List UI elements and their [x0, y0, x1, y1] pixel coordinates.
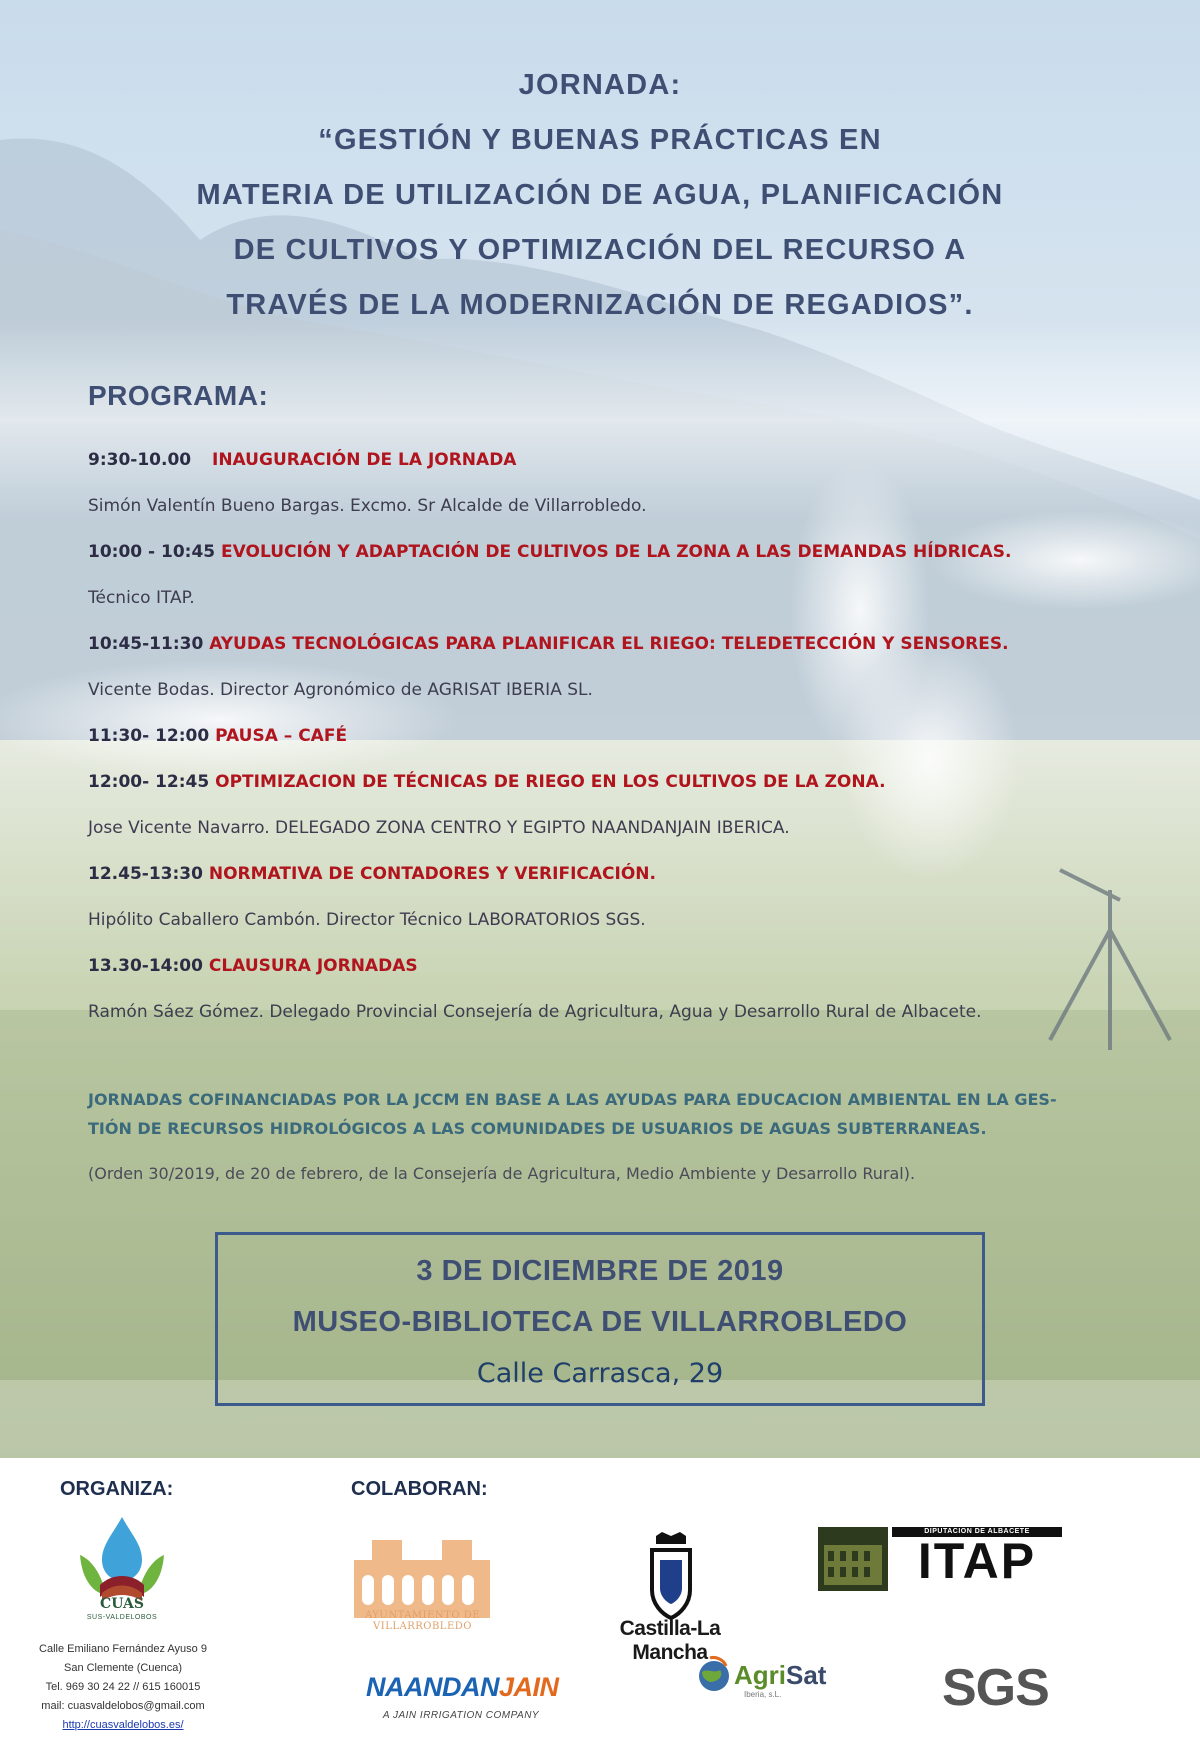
- session-time: 10:45-11:30: [88, 634, 204, 654]
- session-speaker: Técnico ITAP.: [88, 588, 195, 608]
- cofinancing-line: JORNADAS COFINANCIADAS POR LA JCCM EN BASE A LAS AYUDAS PARA EDUCACION AMBIENTAL EN LA GES-: [88, 1090, 1057, 1109]
- contact-line: San Clemente (Cuenca): [63, 1662, 182, 1674]
- program-session: [88, 631, 1138, 723]
- naandanjain-logo: [366, 1672, 559, 1703]
- session-time: 12:00- 12:45: [88, 772, 210, 792]
- villarrobledo-logo-text: AYUNTAMIENTO DE VILLARROBLEDO: [364, 1610, 481, 1632]
- program-heading: PROGRAMA:: [88, 380, 269, 411]
- order-reference: (Orden 30/2019, de 20 de febrero, de la Consejería de Agricultura, Medio Ambiente y Desarrollo Rural).: [88, 1164, 916, 1183]
- event-date: 3 DE DICIEMBRE DE 2019: [416, 1255, 784, 1287]
- villarrobledo-logo-icon: [352, 1530, 492, 1620]
- itap-band-text: DIPUTACION DE ALBACETE: [892, 1527, 1062, 1537]
- session-title: AYUDAS TECNOLÓGICAS PARA PLANIFICAR EL RIEGO: TELEDETECCIÓN Y SENSORES.: [209, 634, 1009, 654]
- event-address: Calle Carrasca, 29: [476, 1358, 724, 1389]
- program-session: [88, 447, 1138, 539]
- website-link[interactable]: http://cuasvaldelobos.es/: [62, 1719, 184, 1731]
- session-title: EVOLUCIÓN Y ADAPTACIÓN DE CULTIVOS DE LA ZONA A LAS DEMANDAS HÍDRICAS.: [221, 542, 1012, 562]
- session-time: 12.45-13:30: [88, 864, 203, 884]
- session-time: 13.30-14:00: [88, 956, 203, 976]
- session-speaker: Simón Valentín Bueno Bargas. Excmo. Sr Alcalde de Villarrobledo.: [88, 496, 647, 516]
- naandanjain-part-a: NAANDAN: [366, 1672, 499, 1702]
- agrisat-subtitle: Iberia, s.L.: [744, 1690, 782, 1699]
- session-time: 9:30-10.00: [88, 450, 192, 470]
- organiza-label: ORGANIZA:: [60, 1478, 174, 1500]
- sgs-logo: SGS: [942, 1659, 1049, 1717]
- contact-line: mail: cuasvaldelobos@gmail.com: [41, 1700, 205, 1712]
- naandanjain-part-b: JAIN: [499, 1672, 559, 1702]
- organizer-contact: [8, 1640, 238, 1735]
- cuas-logo-subtitle: SUS-VALDELOBOS: [86, 1614, 158, 1621]
- session-title: NORMATIVA DE CONTADORES Y VERIFICACIÓN.: [208, 864, 656, 884]
- agrisat-part-b: Sat: [786, 1660, 827, 1690]
- event-date-box: [215, 1232, 985, 1406]
- cofinancing-note: [88, 1085, 1138, 1143]
- agrisat-logo: [734, 1660, 826, 1691]
- itap-building-icon: [818, 1527, 888, 1591]
- title-line: MATERIA DE UTILIZACIÓN DE AGUA, PLANIFICACIÓN: [196, 179, 1004, 211]
- title-line: TRAVÉS DE LA MODERNIZACIÓN DE REGADIOS”.: [226, 289, 974, 321]
- program-session: [88, 723, 1138, 769]
- program-session: [88, 861, 1138, 953]
- castilla-la-mancha-logo-text: Castilla-La Mancha: [619, 1617, 721, 1664]
- program-session: [88, 769, 1138, 861]
- session-speaker: Ramón Sáez Gómez. Delegado Provincial Consejería de Agricultura, Agua y Desarrollo Rural de Albacete.: [88, 1002, 982, 1022]
- event-title: [0, 58, 1200, 333]
- session-time: 11:30- 12:00: [88, 726, 210, 746]
- session-title: INAUGURACIÓN DE LA JORNADA: [212, 450, 517, 470]
- program-session: [88, 539, 1138, 631]
- session-title: OPTIMIZACION DE TÉCNICAS DE RIEGO EN LOS CULTIVOS DE LA ZONA.: [215, 772, 886, 792]
- agrisat-part-a: Agri: [734, 1660, 786, 1690]
- event-venue: MUSEO-BIBLIOTECA DE VILLARROBLEDO: [292, 1306, 908, 1338]
- program-session: [88, 953, 1138, 1045]
- contact-line: Calle Emiliano Fernández Ayuso 9: [39, 1643, 207, 1655]
- session-title: CLAUSURA JORNADAS: [208, 956, 418, 976]
- contact-line: Tel. 969 30 24 22 // 615 160015: [45, 1681, 201, 1693]
- castilla-la-mancha-logo-icon: [646, 1530, 696, 1620]
- title-line: DE CULTIVOS Y OPTIMIZACIÓN DEL RECURSO A: [233, 234, 967, 266]
- agrisat-globe-icon: [694, 1654, 734, 1694]
- session-title: PAUSA – CAFÉ: [215, 726, 348, 746]
- session-speaker: Hipólito Caballero Cambón. Director Técnico LABORATORIOS SGS.: [88, 910, 646, 930]
- cofinancing-line: TIÓN DE RECURSOS HIDROLÓGICOS A LAS COMUNIDADES DE USUARIOS DE AGUAS SUBTERRANEAS.: [88, 1119, 987, 1138]
- itap-logo-text: ITAP: [917, 1533, 1037, 1589]
- colaboran-label: COLABORAN:: [351, 1478, 488, 1500]
- naandanjain-tagline: A JAIN IRRIGATION COMPANY: [382, 1710, 540, 1721]
- title-line: JORNADA:: [518, 69, 682, 101]
- session-speaker: Jose Vicente Navarro. DELEGADO ZONA CENTRO Y EGIPTO NAANDANJAIN IBERICA.: [88, 818, 790, 838]
- session-time: 10:00 - 10:45: [88, 542, 216, 562]
- cuas-logo-name: CUAS: [100, 1596, 144, 1612]
- program-list: [88, 447, 1138, 1045]
- session-speaker: Vicente Bodas. Director Agronómico de AGRISAT IBERIA SL.: [88, 680, 593, 700]
- title-line: “GESTIÓN Y BUENAS PRÁCTICAS EN: [318, 124, 882, 156]
